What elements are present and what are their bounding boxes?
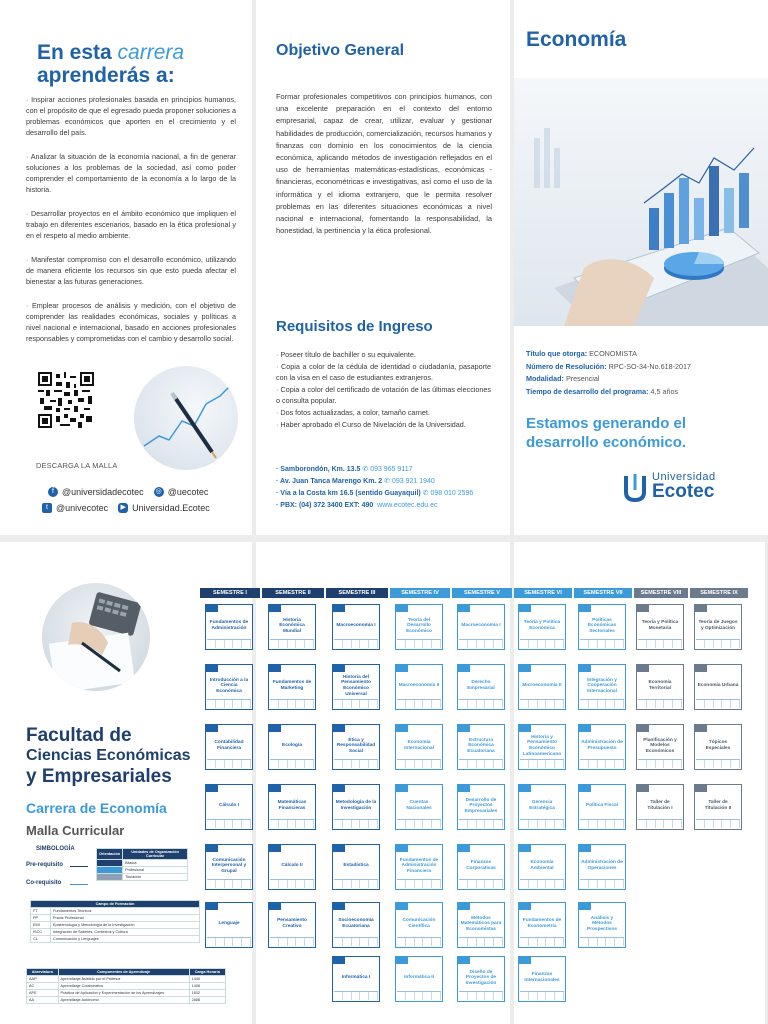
course-name: Economía Territorial: [648, 680, 672, 691]
list-item: · Dos fotos actualizadas, a color, tamaño carnet.: [276, 407, 491, 419]
course-name: Políticas Económicas Sectoriales: [587, 617, 617, 634]
course-box[interactable]: [636, 784, 684, 830]
course-box[interactable]: [268, 784, 316, 830]
tablet-chart-photo: [514, 78, 768, 326]
course-name: Teoría del Desarrollo Económico: [406, 617, 432, 634]
course-name: Estructura Económica Ecuatoriana: [467, 737, 495, 754]
course-box[interactable]: [332, 724, 380, 770]
course-name: Contabilidad Financiera: [214, 740, 244, 751]
info-row: Tiempo de desarrollo del programa: 4,5 años: [526, 386, 679, 396]
phone-icon: ✆: [362, 466, 369, 473]
course-name: Ecología: [282, 743, 302, 749]
course-box[interactable]: [578, 844, 626, 890]
list-item: · Haber aprobado el Curso de Nivelación de la Universidad.: [276, 419, 491, 431]
prereq-label: Pre-requisito: [26, 862, 64, 868]
course-name: Lenguaje: [218, 921, 240, 927]
course-name: Derecho Empresarial: [467, 680, 495, 691]
course-box[interactable]: [205, 664, 253, 710]
course-box[interactable]: [205, 784, 253, 830]
faculty-title: Facultad de Ciencias Económicas y Empresariales: [26, 725, 191, 787]
course-box[interactable]: [332, 844, 380, 890]
learn-heading: En esta carrera aprenderás a:: [37, 41, 185, 87]
info-row: Modalidad: Presencial: [526, 374, 600, 383]
course-name: Administración de Presupuesto: [581, 740, 623, 751]
course-name: Macroeconomía I: [336, 623, 376, 629]
course-name: Microeconomía II: [522, 683, 562, 689]
phone-icon: ✆: [384, 478, 391, 485]
course-name: Comunicación Interpersonal y Grupal: [211, 857, 247, 874]
course-name: Macroeconomía I: [461, 623, 501, 629]
panel-economy: [514, 0, 768, 535]
facebook-icon[interactable]: f: [48, 487, 58, 497]
semester-header: SEMESTRE I: [200, 588, 260, 598]
calculator-photo: [42, 583, 150, 691]
course-box[interactable]: [578, 724, 626, 770]
list-item: · Emplear procesos de análisis y medición, con el objetivo de comprender las realidades económicas, sociales y políticas a nivel nacional e internacional, basado en acciones profesionales responsables y comprometidas con el cambio y desarrollo social.: [26, 300, 236, 344]
course-box[interactable]: [694, 784, 742, 830]
twitter-icon[interactable]: t: [42, 503, 52, 513]
course-name: Socioeconomía Ecuatoriana: [338, 918, 374, 929]
course-name: Informática II: [404, 975, 434, 981]
course-box[interactable]: [268, 664, 316, 710]
prereq-arrow: [70, 866, 88, 867]
program-title: Economía: [526, 28, 627, 51]
contact-item: · Vía a la Costa km 16.5 (sentido Guayaquil) ✆ 098 010 2596: [276, 490, 474, 497]
semester-header: SEMESTRE IX: [690, 588, 748, 598]
semester-header: SEMESTRE IV: [390, 588, 450, 598]
course-name: Estadística: [343, 863, 369, 869]
course-name: Metodología de la Investigación: [335, 800, 377, 811]
course-box[interactable]: [457, 724, 505, 770]
course-name: Administración de Operaciones: [581, 860, 623, 871]
course-name: Teoría de Juegos y Optimización: [698, 620, 738, 631]
course-box[interactable]: [518, 604, 566, 650]
course-name: Finanzas Internacionales: [524, 972, 560, 983]
course-box[interactable]: [205, 902, 253, 948]
course-name: Pensamiento Creativo: [277, 918, 307, 929]
course-name: Matemáticas Financieras: [277, 800, 307, 811]
contact-item: · Av. Juan Tanca Marengo Km. 2 ✆ 093 921 1940: [276, 478, 435, 485]
requirements-title: Requisitos de Ingreso: [276, 318, 433, 335]
info-row: Título que otorga: ECONOMISTA: [526, 349, 637, 358]
course-name: Teoría y Política Económica: [523, 620, 561, 631]
course-name: Economía Internacional: [404, 740, 434, 751]
youtube-icon[interactable]: ▶: [118, 503, 128, 513]
list-item: · Inspirar acciones profesionales basada en principios humanos, con el propósito de que el egresado pueda proponer soluciones a problemas económicos que aporten en el crecimiento y el desarrollo del país.: [26, 94, 236, 138]
course-box[interactable]: [518, 956, 566, 1002]
panel-learn: [0, 0, 252, 535]
course-box[interactable]: [332, 956, 380, 1002]
course-box[interactable]: [518, 784, 566, 830]
objective-text: Formar profesionales competitivos con principios humanos, con una excelente preparación en el contexto del entorno empresarial, capaz de crear, utilizar, evaluar y gestionar habilidades de producción, comercialización, recursos humanos y finanzas con dominio en los conocimientos de la ciencia económica, aplicando métodos de investigación reflejados en el uso de herramientas matemáticas-estadísticas, económicas - financieras, econométricas e investigativas, así como el uso de la informática y el idioma extranjero, que le permita resolver problemas en las diferentes situaciones económicas a nivel nacional e internacional, fomentando la responsabilidad, la honestidad, la pertinencia y la ética profesional.: [276, 92, 492, 236]
orientation-legend: Orientación Unidades de Organización Curricular Básica Profesional Titulación: [96, 848, 188, 881]
course-box[interactable]: [268, 844, 316, 890]
course-name: Ética y Responsabilidad Social: [336, 737, 376, 754]
learn-list: [26, 94, 236, 357]
semester-header: SEMESTRE VII: [574, 588, 632, 598]
course-name: Introducción a la Ciencia Económica: [209, 677, 249, 694]
course-box[interactable]: [578, 902, 626, 948]
download-label[interactable]: DESCARGA LA MALLA: [36, 461, 118, 470]
course-box[interactable]: [578, 784, 626, 830]
learning-components-table: Abreviatura Componentes de Aprendizaje Carga Horaria AAP Aprendizaje Asistido por el Profesor 1440 AC Aprendizaje Colaborativo 1408 APE Práctica de Aplicación y Experimentación de los Aprendizajes 1632 AA Aprendizaje Autónomo 2688: [26, 968, 226, 1004]
course-box[interactable]: [518, 724, 566, 770]
course-name: Historia Económica Mundial: [279, 617, 305, 634]
list-item: · Copia a color del certificado de votación de las últimas elecciones o consulta popular.: [276, 384, 491, 407]
course-box[interactable]: [332, 664, 380, 710]
course-box[interactable]: [268, 724, 316, 770]
course-name: Diseño de Proyectos de Investigación: [465, 969, 497, 986]
course-box[interactable]: [457, 664, 505, 710]
course-box[interactable]: [395, 844, 443, 890]
course-name: Comunicación Científica: [402, 918, 436, 929]
course-box[interactable]: [268, 902, 316, 948]
course-name: Informática I: [341, 975, 371, 981]
course-name: Cuentas Nacionales: [406, 800, 432, 811]
training-field-table: Campo de Formación FT Fundamentos Teóricos PP Praxis Profesional EMI Epistemología y Metodología de la Investigación ISCC Integración de Saberes, Contextos y Cultura CL Comunicación y Lenguajes: [30, 900, 200, 943]
course-box[interactable]: [395, 604, 443, 650]
course-box[interactable]: [395, 724, 443, 770]
course-box[interactable]: [395, 902, 443, 948]
course-box[interactable]: [694, 724, 742, 770]
slogan: Estamos generando el desarrollo económico.: [526, 415, 687, 451]
course-name: Historia y Pensamiento Económico Latinoamericano: [522, 734, 562, 757]
course-box[interactable]: [457, 956, 505, 1002]
course-name: Economía Urbana: [697, 683, 739, 689]
course-name: Finanzas Corporativas: [466, 860, 496, 871]
course-box[interactable]: [457, 784, 505, 830]
list-item: · Analizar la situación de la economía nacional, a fin de generar soluciones a los problemas de la sociedad, así como poder comprender el comportamiento de la economía a lo largo de la historia.: [26, 151, 236, 195]
career-title: Carrera de Economía: [26, 800, 167, 816]
requirements-list: [276, 349, 491, 430]
course-box[interactable]: [268, 604, 316, 650]
contact-list: [276, 464, 510, 512]
course-name: Macroeconomía II: [398, 683, 440, 689]
social-row-2: t @univecotec ▶ Universidad.Ecotec: [42, 503, 210, 513]
info-row: Número de Resolución: RPC-SO-34-No.618-2017: [526, 361, 691, 371]
course-name: Economía Ambiental: [530, 860, 554, 871]
fold-line: [510, 542, 514, 1024]
list-item: · Poseer título de bachiller o su equivalente.: [276, 349, 491, 361]
course-box[interactable]: [636, 664, 684, 710]
course-name: Fundamentos de Administración: [209, 620, 249, 631]
semester-header: SEMESTRE III: [326, 588, 388, 598]
course-box[interactable]: [457, 604, 505, 650]
course-box[interactable]: [636, 604, 684, 650]
university-logo: Universidad Ecotec: [622, 470, 716, 502]
course-box[interactable]: [332, 604, 380, 650]
semester-header: SEMESTRE V: [452, 588, 512, 598]
course-box[interactable]: [205, 724, 253, 770]
course-box[interactable]: [332, 902, 380, 948]
semester-header: SEMESTRE II: [262, 588, 324, 598]
course-name: Gerencia Estratégica: [529, 800, 555, 811]
course-box[interactable]: [205, 844, 253, 890]
logo-mark-icon: [622, 470, 648, 502]
course-name: Integración y Cooperación Internacional: [587, 677, 617, 694]
curriculum-title: Malla Curricular: [26, 823, 125, 838]
course-name: Desarrollo de Proyectos Empresariales: [464, 797, 498, 814]
course-box[interactable]: [332, 784, 380, 830]
coreq-label: Co-requisito: [26, 880, 62, 886]
symbology-label: SIMBOLOGÍA: [36, 846, 75, 852]
course-box[interactable]: [518, 844, 566, 890]
objective-title: Objetivo General: [276, 42, 405, 59]
course-box[interactable]: [636, 724, 684, 770]
course-box[interactable]: [395, 664, 443, 710]
course-name: Historia del Pensamiento Económico Universal: [341, 674, 371, 697]
course-name: Fundamentos de Administración Financiera: [399, 857, 439, 874]
pen-chart-photo: [134, 366, 238, 470]
course-name: Planificación y Modelos Económicos: [643, 737, 677, 754]
course-name: Fundamentos de Marketing: [272, 680, 312, 691]
course-name: Cálculo I: [219, 803, 239, 809]
coreq-arrow: [70, 884, 88, 885]
course-box[interactable]: [395, 956, 443, 1002]
list-item: · Copia a color de la cédula de identidad o ciudadanía, pasaporte con la visa en el caso de estudiantes extranjeros.: [276, 361, 491, 384]
course-name: Teoría y Política Monetaria: [641, 620, 679, 631]
program-info: [526, 348, 691, 398]
course-name: Tópicos Especiales: [705, 740, 731, 751]
course-box[interactable]: [395, 784, 443, 830]
course-box[interactable]: [518, 902, 566, 948]
contact-item: · Samborondón, Km. 13.5 ✆ 093 965 9117: [276, 466, 413, 473]
list-item: · Desarrollar proyectos en el ámbito económico que impliquen el trabajo en diferentes escenarios, basado en la ética profesional y en el respeto al medio ambiente.: [26, 208, 236, 241]
course-box[interactable]: [518, 664, 566, 710]
course-box[interactable]: [457, 902, 505, 948]
course-box[interactable]: [457, 844, 505, 890]
course-box[interactable]: [694, 604, 742, 650]
panel-objective: [256, 0, 510, 535]
contact-item: · PBX: (04) 372 3400 EXT: 490 www.ecotec.edu.ec: [276, 502, 438, 509]
qr-code[interactable]: [38, 372, 94, 428]
course-name: Política Fiscal: [586, 803, 618, 809]
course-name: Fundamentos de Econometría: [522, 918, 562, 929]
phone-icon: ✆: [422, 490, 429, 497]
course-name: Análisis y Métodos Prospectivos: [586, 915, 618, 932]
course-name: Taller de Titulación I: [647, 800, 673, 811]
course-name: Cálculo II: [281, 863, 303, 869]
social-row-1: f @universidadecotec ◎ @uecotec: [48, 487, 208, 497]
instagram-icon[interactable]: ◎: [155, 488, 162, 495]
course-name: Métodos Matemáticos para Economistas: [460, 915, 502, 932]
course-box[interactable]: [694, 664, 742, 710]
course-box[interactable]: [205, 604, 253, 650]
course-box[interactable]: [578, 664, 626, 710]
semester-header: SEMESTRE VI: [514, 588, 572, 598]
list-item: · Manifestar compromiso con el desarrollo económico, utilizando de manera eficiente los recursos sin que esto pueda afectar el bienestar a las futuras generaciones.: [26, 254, 236, 287]
course-box[interactable]: [578, 604, 626, 650]
semester-header: SEMESTRE VIII: [634, 588, 688, 598]
course-name: Taller de Titulación II: [704, 800, 732, 811]
